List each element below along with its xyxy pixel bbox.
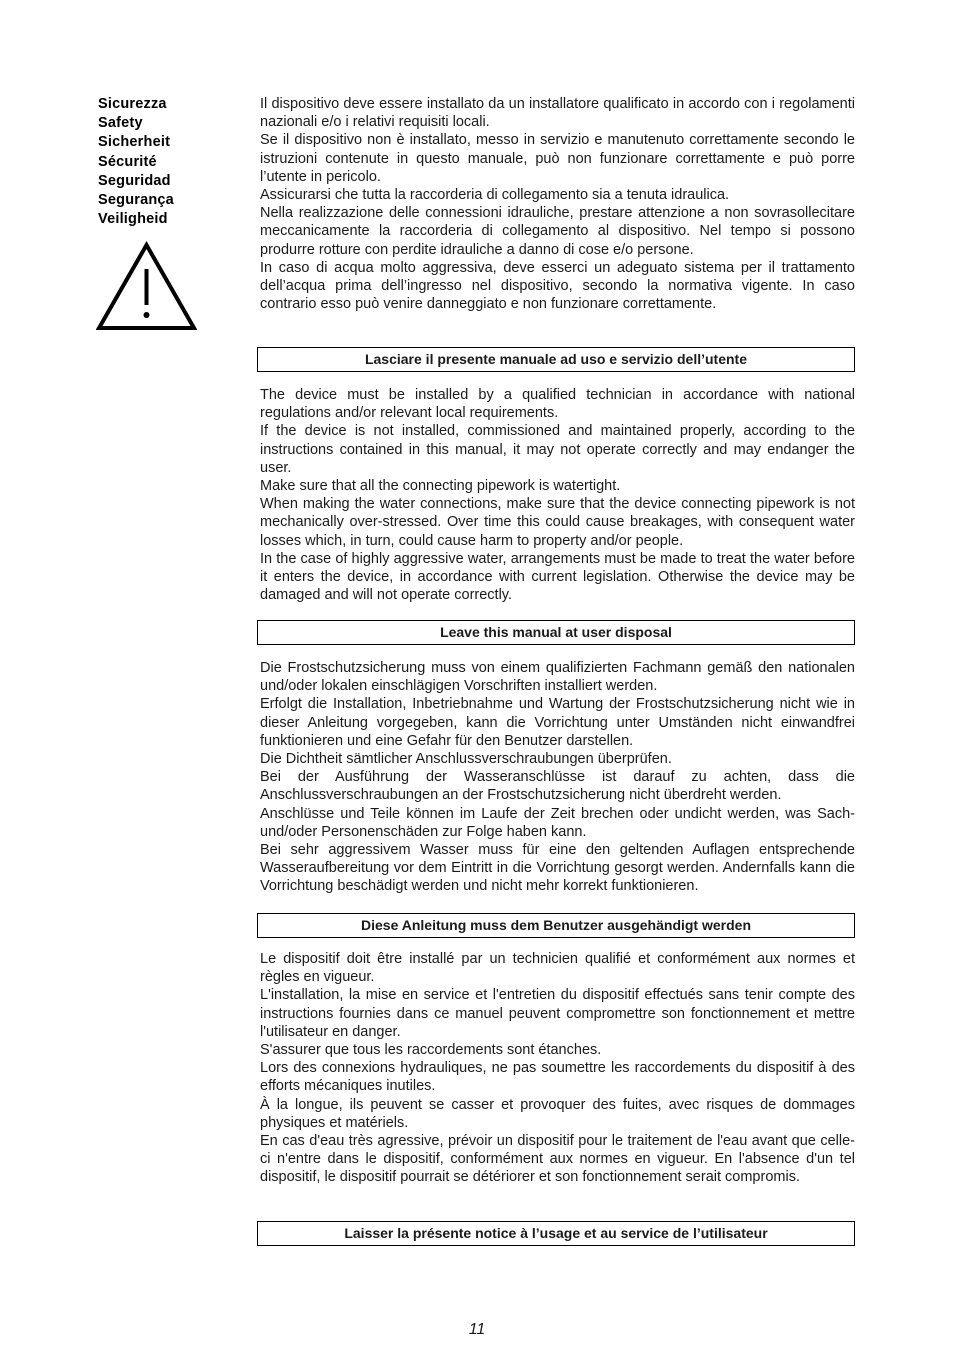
paragraph: L'installation, la mise en service et l'entretien du dispositif effectués sans tenir compte des instructions fournies dans ce manuel peuvent compromettre son fonctionnement et mettre l'utilisateur en danger. <box>260 987 855 1040</box>
paragraph: Il dispositivo deve essere installato da un installatore qualificato in accordo con i regolamenti nazionali e/o i relativi requisiti locali. <box>260 96 855 131</box>
paragraph: Die Dichtheit sämtlicher Anschlussverschraubungen überprüfen. <box>260 751 672 768</box>
notice-italian: Lasciare il presente manuale ad uso e servizio dell’utente <box>257 347 855 372</box>
paragraph: Assicurarsi che tutta la raccorderia di collegamento sia a tenuta idraulica. <box>260 187 730 204</box>
label-sicherheit: Sicherheit <box>98 134 171 151</box>
notice-german: Diese Anleitung muss dem Benutzer ausgehändigt werden <box>257 913 855 938</box>
section-german <box>260 659 855 896</box>
label-veiligheid: Veiligheid <box>98 211 168 228</box>
paragraph: Le dispositif doit être installé par un technicien qualifié et conformément aux normes et règles en vigueur. <box>260 951 855 986</box>
paragraph: In the case of highly aggressive water, arrangements must be made to treat the water before it enters the device, in accordance with current legislation. Otherwise the device may be damaged and will not operate correctly. <box>260 550 855 604</box>
paragraph: Nella realizzazione delle connessioni idrauliche, prestare attenzione a non sovrasollecitare meccanicamente la raccorderia di collegamento al dispositivo. Nel tempo si possono produrre rotture con perdite idrauliche a danno di cose e/o persone. <box>260 205 855 258</box>
paragraph: Bei der Ausführung der Wasseranschlüsse ist darauf zu achten, dass die Anschlussverschraubungen an der Frostschutzsicherung nicht überdreht werden. <box>260 769 855 804</box>
notice-french: Laisser la présente notice à l’usage et au service de l’utilisateur <box>257 1221 855 1246</box>
paragraph: Bei sehr aggressivem Wasser muss für eine den geltenden Auflagen entsprechende Wasseraufbereitung vor dem Eintritt in die Vorrichtung gesorgt werden. Andernfalls kann die Vorrichtung beschädigt werden und nicht mehr korrekt funktionieren. <box>260 842 855 895</box>
label-securite: Sécurité <box>98 153 157 170</box>
page-number: 11 <box>468 1321 486 1338</box>
section-french <box>260 950 855 1187</box>
label-seguranca: Segurança <box>98 192 174 209</box>
notice-english: Leave this manual at user disposal <box>257 620 855 645</box>
paragraph: If the device is not installed, commissioned and maintained properly, according to the instructions contained in this manual, it may not operate correctly and may endanger the user. <box>260 423 855 476</box>
paragraph: When making the water connections, make sure that the device connecting pipework is not mechanically over-stressed. Over time this could cause breakages, with consequent water losses which, in turn, could cause harm to property and/or people. <box>260 496 855 549</box>
label-seguridad: Seguridad <box>98 172 171 189</box>
paragraph: Erfolgt die Installation, Inbetriebnahme und Wartung der Frostschutzsicherung nicht wie in dieser Anleitung vorgegeben, kann die Vorrichtung unter Umständen nicht einwandfrei funktionieren und eine Gefahr für den Benutzer darstellen. <box>260 696 855 749</box>
paragraph: En cas d'eau très agressive, prévoir un dispositif pour le traitement de l'eau avant que celle-ci n'entre dans le dispositif, conformément aux normes en vigueur. En l'absence d'un tel dispositif, le dispositif pourrait se détériorer et son fonctionnement serait compromis. <box>260 1133 855 1186</box>
warning-triangle-icon <box>96 241 197 332</box>
paragraph: In caso di acqua molto aggressiva, deve esserci un adeguato sistema per il trattamento dell’acqua prima dell’ingresso nel dispositivo, secondo la normativa vigente. In caso contrario esso può venire danneggiato e non funzionare correttamente. <box>260 259 855 313</box>
section-italian <box>260 95 855 313</box>
paragraph: Make sure that all the connecting pipework is watertight. <box>260 478 621 495</box>
paragraph: S'assurer que tous les raccordements sont étanches. <box>260 1042 602 1059</box>
paragraph: The device must be installed by a qualified technician in accordance with national regulations and/or relevant local requirements. <box>260 387 855 422</box>
label-safety: Safety <box>98 115 143 132</box>
paragraph: Se il dispositivo non è installato, messo in servizio e manutenuto correttamente secondo le istruzioni contenute in questo manuale, può non funzionare correttamente e può porre l’utente in pericolo. <box>260 132 855 185</box>
paragraph: Anschlüsse und Teile können im Laufe der Zeit brechen oder undicht werden, was Sach- und/oder Personenschäden zur Folge haben kann. <box>260 805 855 840</box>
label-sicurezza: Sicurezza <box>98 96 167 112</box>
paragraph: À la longue, ils peuvent se casser et provoquer des fuites, avec risques de dommages physiques et matériels. <box>260 1096 855 1131</box>
paragraph: Die Frostschutzsicherung muss von einem qualifizierten Fachmann gemäß den nationalen und/oder lokalen einschlägigen Vorschriften installiert werden. <box>260 660 855 695</box>
paragraph: Lors des connexions hydrauliques, ne pas soumettre les raccordements du dispositif à des efforts mécaniques inutiles. <box>260 1060 855 1095</box>
section-english <box>260 386 855 604</box>
safety-language-labels <box>98 95 248 229</box>
